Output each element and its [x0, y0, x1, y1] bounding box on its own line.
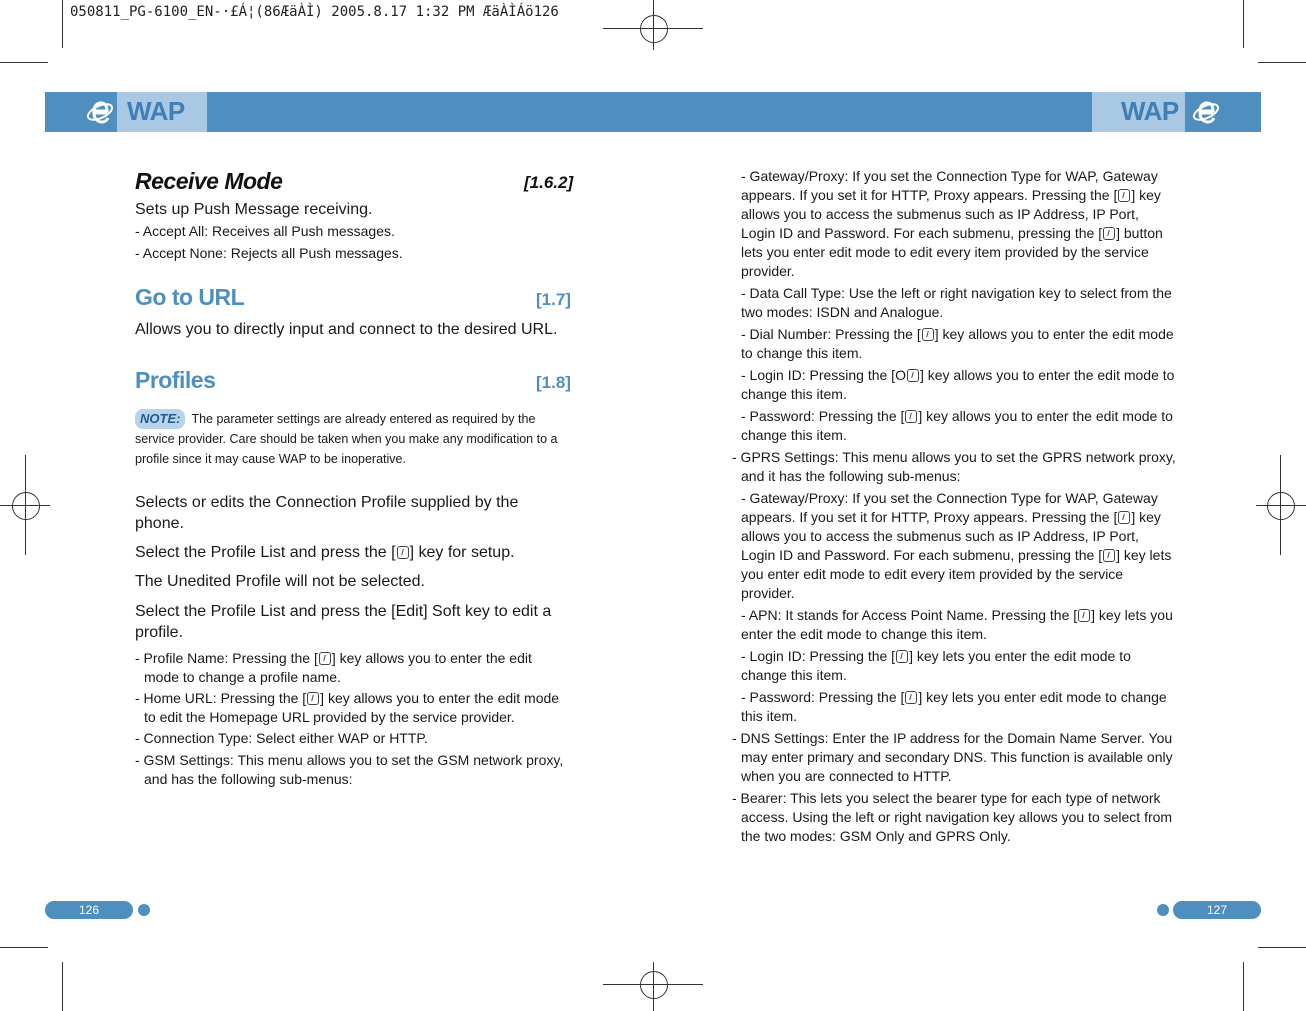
profiles-paragraph: The Unedited Profile will not be selected.	[135, 573, 425, 590]
list-item: - Bearer: This lets you select the bearer type for each type of network access. Using the left or right navigation key allows you to select from the two modes: GSM Only and GPRS Only.	[732, 790, 1173, 844]
page-number-right: 127	[1173, 901, 1261, 919]
list-item: - Accept None: Rejects all Push messages.	[135, 245, 403, 261]
receive-mode-intro: Sets up Push Message receiving.	[135, 201, 373, 218]
profiles-body	[135, 492, 570, 789]
list-item: - Gateway/Proxy: If you set the Connection Type for WAP, Gateway appears. If you set it for HTTP, Proxy appears. Pressing the [ ] key allows you to access the submenus such as IP Address, IP Port, Login ID and Password. For each submenu, pressing the [ ] key lets you enter edit mode to edit every item provided by the service provider.	[741, 490, 1172, 601]
list-item: - GPRS Settings: This menu allows you to set the GPRS network proxy, and it has the following sub-menus:	[732, 449, 1176, 484]
profiles-paragraph: Selects or edits the Connection Profile supplied by the phone.	[135, 494, 519, 532]
list-item: - Login ID: Pressing the [ ] key lets you enter the edit mode to change this item.	[741, 648, 1131, 683]
ok-key-icon	[922, 328, 934, 341]
list-item: - Password: Pressing the [ ] key allows you to enter the edit mode to change this item.	[741, 408, 1173, 443]
ok-key-icon	[1103, 549, 1115, 562]
profiles-number: [1.8]	[536, 373, 571, 392]
ok-key-icon	[1118, 189, 1130, 202]
ok-key-icon	[905, 410, 917, 423]
ok-key-icon	[307, 692, 319, 705]
ok-key-icon	[896, 650, 908, 663]
list-item: - Data Call Type: Use the left or right navigation key to select from the two modes: ISDN and Analogue.	[741, 285, 1172, 320]
list-item: - GSM Settings: This menu allows you to set the GSM network proxy, and has the following sub-menus:	[135, 752, 564, 787]
ok-key-icon	[907, 369, 919, 382]
profiles-heading: Profiles	[135, 367, 216, 393]
receive-mode-heading: Receive Mode	[135, 168, 283, 194]
list-item: - Password: Pressing the [ ] key lets you enter edit mode to change this item.	[741, 689, 1167, 724]
right-section-label: WAP	[1121, 96, 1179, 126]
list-item: - Accept All: Receives all Push messages.	[135, 223, 395, 239]
ok-key-icon	[397, 546, 409, 559]
right-page-body	[732, 167, 1177, 846]
go-to-url-heading: Go to URL	[135, 284, 245, 310]
print-header: 050811_PG-6100_EN-·£Á¦(86ÆäÀÌ) 2005.8.17 1:32 PM ÆäÀÌÁö126	[70, 4, 559, 20]
browser-icon	[1192, 97, 1220, 127]
list-item: - Home URL: Pressing the [ ] key allows you to enter the edit mode to edit the Homepage URL provided by the service provider.	[135, 690, 560, 725]
left-section-label: WAP	[127, 96, 185, 126]
go-to-url-number: [1.7]	[536, 290, 571, 309]
list-item: - Login ID: Pressing the [O ] key allows you to enter the edit mode to change this item.	[741, 367, 1175, 402]
ok-key-icon	[319, 652, 331, 665]
list-item: - DNS Settings: Enter the IP address for the Domain Name Server. You may enter primary and secondary DNS. This function is available only when you are connected to HTTP.	[732, 730, 1173, 784]
list-item: - Dial Number: Pressing the [ ] key allows you to enter the edit mode to change this item.	[741, 326, 1174, 361]
page-dot	[138, 904, 150, 916]
receive-mode-body	[135, 199, 575, 263]
ok-key-icon	[1103, 227, 1115, 240]
page-dot	[1157, 904, 1169, 916]
note-label: NOTE:	[135, 409, 185, 429]
page-number-left: 126	[45, 901, 133, 919]
note-text: The parameter settings are already entered as required by the service provider. Care should be taken when you make any modification to a profile since it may cause WAP to be inoperative.	[135, 412, 558, 466]
list-item: - Connection Type: Select either WAP or HTTP.	[135, 730, 428, 746]
list-item: - APN: It stands for Access Point Name. Pressing the [ ] key lets you enter the edit mode to change this item.	[741, 607, 1173, 642]
note-box	[135, 409, 567, 469]
list-item: - Gateway/Proxy: If you set the Connection Type for WAP, Gateway appears. If you set it for HTTP, Proxy appears. Pressing the [ ] key allows you to access the submenus such as IP Address, IP Port, Login ID and Password. For each submenu, pressing the [ ] button lets you enter edit mode to edit every item provided by the service provider.	[741, 168, 1163, 279]
ok-key-icon	[905, 691, 917, 704]
browser-icon	[86, 97, 114, 127]
header-bar	[45, 92, 1261, 132]
receive-mode-number: [1.6.2]	[524, 173, 574, 192]
list-item: - Profile Name: Pressing the [ ] key allows you to enter the edit mode to change a profile name.	[135, 650, 532, 685]
ok-key-icon	[1118, 511, 1130, 524]
ok-key-icon	[1078, 609, 1090, 622]
profiles-paragraph: Select the Profile List and press the [Edit] Soft key to edit a profile.	[135, 603, 552, 641]
profiles-paragraph: Select the Profile List and press the [ ] key for setup.	[135, 544, 515, 561]
go-to-url-body: Allows you to directly input and connect to the desired URL.	[135, 321, 558, 338]
